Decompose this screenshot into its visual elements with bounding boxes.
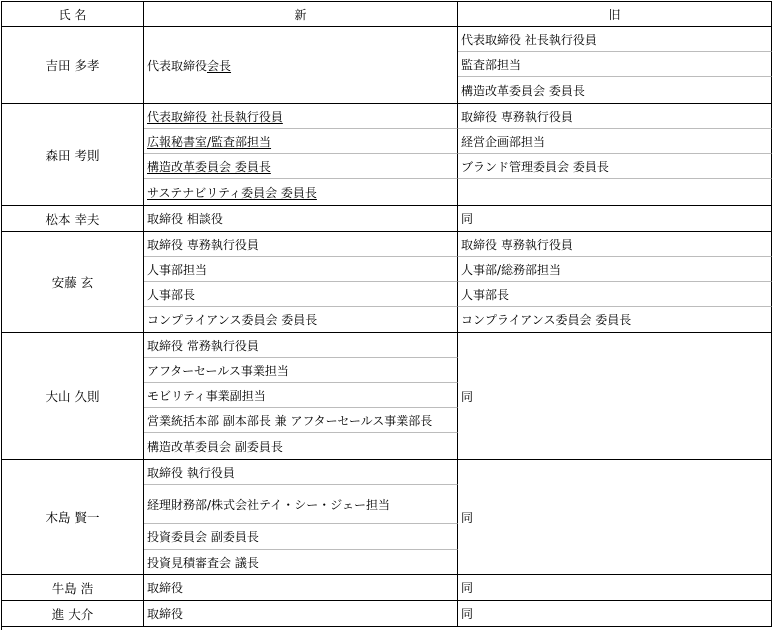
changed-text: 会長: [207, 58, 232, 73]
officer-change-table: [1, 1, 772, 630]
old-position-cell: 人事部/総務部担当: [458, 257, 772, 282]
officer-name: 森田 考則: [2, 104, 144, 206]
new-position-cell: アフターセールス事業担当: [144, 358, 458, 383]
new-position-cell: 投資委員会 副委員長: [144, 524, 458, 550]
old-position-cell: コンプライアンス委員会 委員長: [458, 307, 772, 333]
header-name: 氏 名: [2, 2, 144, 27]
old-position-cell: 同: [458, 206, 772, 232]
old-position-cell: 監査部担当: [458, 52, 772, 77]
header-old: 旧: [458, 2, 772, 27]
old-position-cell: 構造改革委員会 委員長: [458, 77, 772, 104]
old-position-cell: 同: [458, 601, 772, 627]
old-position-cell: 同: [458, 333, 772, 460]
officer-name: 吉田 多孝: [2, 27, 144, 104]
new-position-cell: 取締役 相談役: [144, 206, 458, 232]
new-position-cell: 人事部担当: [144, 257, 458, 282]
officer-name: 牛島 浩: [2, 575, 144, 601]
old-position-cell: ブランド管理委員会 委員長: [458, 154, 772, 179]
new-position-cell: 取締役 執行役員: [144, 460, 458, 485]
new-position-cell: モビリティ事業副担当: [144, 383, 458, 408]
officer-name: 大山 久則: [2, 333, 144, 460]
header-new: 新: [144, 2, 458, 27]
new-position-cell: 投資見積審査会 議長: [144, 550, 458, 575]
new-position-cell: 構造改革委員会 副委員長: [144, 433, 458, 460]
officer-name: 木島 賢一: [2, 460, 144, 575]
new-position-cell: 営業統括本部 副本部長 兼 アフターセールス事業部長: [144, 408, 458, 433]
old-position-cell: [458, 179, 772, 206]
new-position-cell: 取締役 専務執行役員: [144, 232, 458, 257]
new-position-cell: 代表取締役 社長執行役員: [144, 104, 458, 129]
new-position-cell: 取締役: [144, 601, 458, 627]
new-position-cell: サステナビリティ委員会 委員長: [144, 179, 458, 206]
officer-name: 進 大介: [2, 601, 144, 627]
old-position-cell: 経営企画部担当: [458, 129, 772, 154]
new-position-cell: 取締役 常務執行役員: [144, 333, 458, 358]
new-position-cell: 広報秘書室/監査部担当: [144, 129, 458, 154]
old-position-cell: 同: [458, 575, 772, 601]
new-position-cell: 構造改革委員会 委員長: [144, 154, 458, 179]
new-position-cell: 代表取締役 会長: [144, 27, 458, 104]
old-position-cell: 代表取締役 社長執行役員: [458, 27, 772, 52]
new-position-cell: 取締役: [144, 575, 458, 601]
new-position-cell: 経理財務部/株式会社テイ・シー・ジェー担当: [144, 485, 458, 524]
new-position-cell: 人事部長: [144, 282, 458, 307]
officer-name: 安藤 玄: [2, 232, 144, 333]
old-position-cell: 取締役 専務執行役員: [458, 232, 772, 257]
officer-name: 松本 幸夫: [2, 206, 144, 232]
old-position-cell: 人事部長: [458, 282, 772, 307]
old-position-cell: 取締役 専務執行役員: [458, 104, 772, 129]
old-position-cell: 同: [458, 460, 772, 575]
new-position-cell: コンプライアンス委員会 委員長: [144, 307, 458, 333]
